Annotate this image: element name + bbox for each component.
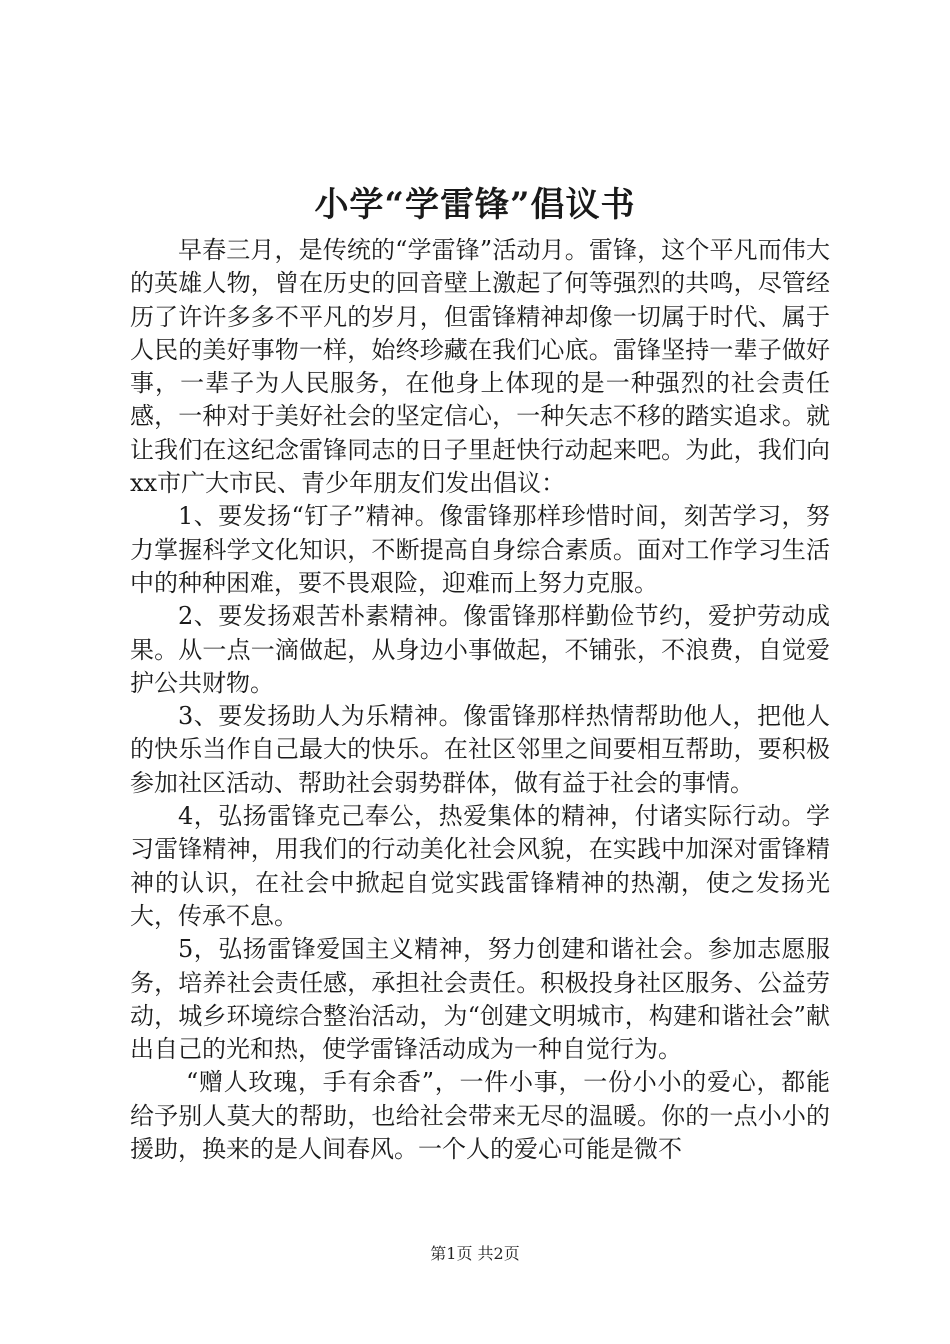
proposal-item-1: 1、要发扬“钉子”精神。像雷锋那样珍惜时间，刻苦学习，努力掌握科学文化知识，不断提高自身综合素质。面对工作学习生活中的种种困难，要不畏艰险，迎难而上努力克服。 <box>130 502 830 597</box>
page-number-footer: 第1页 共2页 <box>430 1244 520 1263</box>
page-title: 小学“学雷锋”倡议书 <box>314 185 636 225</box>
proposal-item-4: 4，弘扬雷锋克己奉公，热爱集体的精神，付诸实际行动。学习雷锋精神，用我们的行动美化社会风貌，在实践中加深对雷锋精神的认识，在社会中掀起自觉实践雷锋精神的热潮，使之发扬光大，传承不息。 <box>130 802 830 930</box>
proposal-item-2: 2、要发扬艰苦朴素精神。像雷锋那样勤俭节约，爱护劳动成果。从一点一滴做起，从身边小事做起，不铺张，不浪费，自觉爱护公共财物。 <box>130 602 830 697</box>
proposal-item-5: 5，弘扬雷锋爱国主义精神，努力创建和谐社会。参加志愿服务，培养社会责任感，承担社会责任。积极投身社区服务、公益劳动，城乡环境综合整治活动，为“创建文明城市，构建和谐社会”献出自己的光和热，使学雷锋活动成为一种自觉行为。 <box>130 935 830 1064</box>
closing-paragraph: “赠人玫瑰，手有余香”，一件小事，一份小小的爱心，都能给予别人莫大的帮助，也给社会带来无尽的温暖。你的一点小小的援助，换来的是人间春风。一个人的爱心可能是微不 <box>130 1068 830 1164</box>
intro-paragraph: 早春三月，是传统的“学雷锋”活动月。雷锋，这个平凡而伟大的英雄人物，曾在历史的回音壁上激起了何等强烈的共鸣，尽管经历了许许多多不平凡的岁月，但雷锋精神却像一切属于时代、属于人民的美好事物一样，始终珍藏在我们心底。雷锋坚持一辈子做好事，一辈子为人民服务，在他身上体现的是一种强烈的社会责任感，一种对于美好社会的坚定信心，一种矢志不移的踏实追求。就让我们在这纪念雷锋同志的日子里赶快行动起来吧。为此，我们向xx市广大市民、青少年朋友们发出倡议： <box>130 236 830 498</box>
document-body <box>130 234 830 1166</box>
proposal-item-3: 3、要发扬助人为乐精神。像雷锋那样热情帮助他人，把他人的快乐当作自己最大的快乐。在社区邻里之间要相互帮助，要积极参加社区活动、帮助社会弱势群体，做有益于社会的事情。 <box>130 702 830 797</box>
